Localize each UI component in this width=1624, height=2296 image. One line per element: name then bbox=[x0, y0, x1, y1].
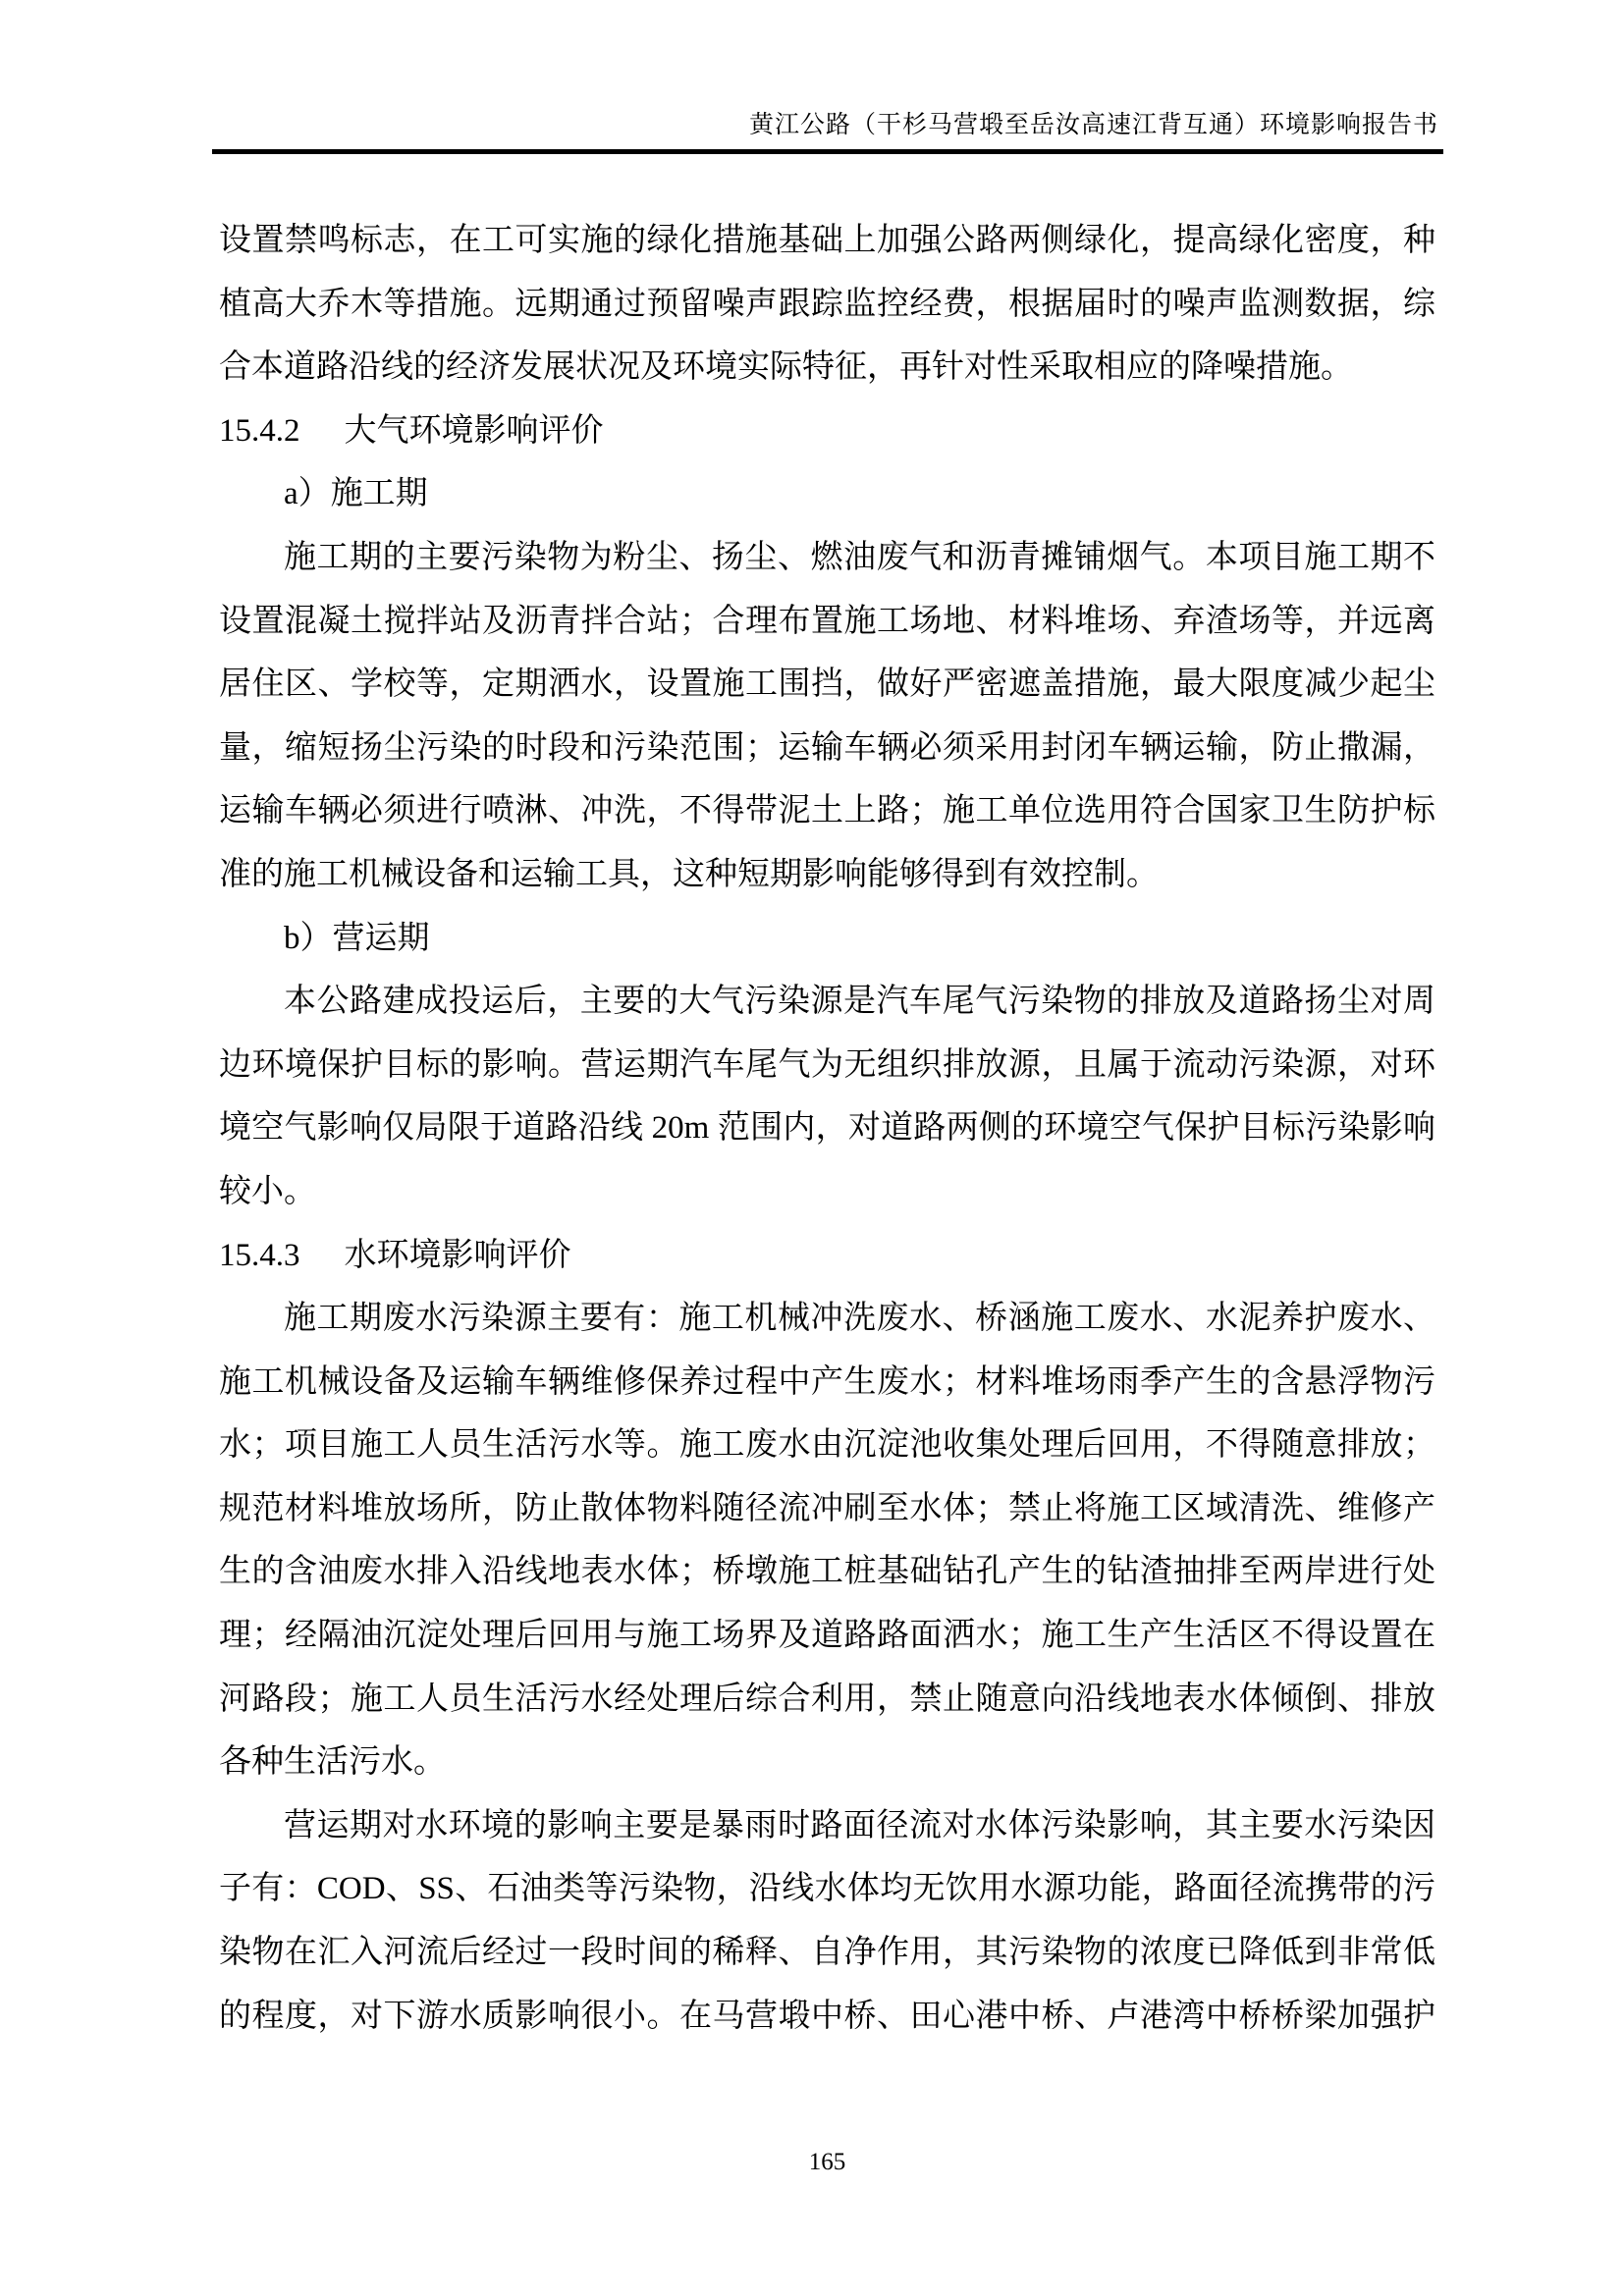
paragraph-line: 规范材料堆放场所，防止散体物料随径流冲刷至水体；禁止将施工区域清洗、维修产 bbox=[219, 1490, 1435, 1526]
paragraph-line: 设置混凝土搅拌站及沥青拌合站；合理布置施工场地、材料堆场、弃渣场等，并远离 bbox=[219, 603, 1435, 639]
document-content bbox=[219, 209, 1435, 2048]
paragraph-line: 运输车辆必须进行喷淋、冲洗，不得带泥土上路；施工单位选用符合国家卫生防护标 bbox=[219, 793, 1435, 829]
section-title: 大气环境影响评价 bbox=[344, 412, 604, 449]
paragraph-line: 居住区、学校等，定期洒水，设置施工围挡，做好严密遮盖措施，最大限度减少起尘 bbox=[219, 667, 1435, 703]
paragraph-line: 的程度，对下游水质影响很小。在马营塅中桥、田心港中桥、卢港湾中桥桥梁加强护 bbox=[219, 1998, 1435, 2034]
paragraph-line: 染物在汇入河流后经过一段时间的稀释、自净作用，其污染物的浓度已降低到非常低 bbox=[219, 1935, 1435, 1971]
paragraph-line: 子有：COD、SS、石油类等污染物，沿线水体均无饮用水源功能，路面径流携带的污 bbox=[219, 1871, 1435, 1907]
paragraph-line: 各种生活污水。 bbox=[219, 1744, 446, 1781]
paragraph-line: 合本道路沿线的经济发展状况及环境实际特征，再针对性采取相应的降噪措施。 bbox=[219, 349, 1353, 386]
list-heading: b）营运期 bbox=[284, 920, 430, 956]
section-title: 水环境影响评价 bbox=[344, 1237, 571, 1273]
page-number: 165 bbox=[808, 2149, 846, 2175]
paragraph-line: 边环境保护目标的影响。营运期汽车尾气为无组织排放源，且属于流动污染源，对环 bbox=[219, 1046, 1435, 1083]
section-heading bbox=[219, 400, 1435, 463]
paragraph-line: 施工机械设备及运输车辆维修保养过程中产生废水；材料堆场雨季产生的含悬浮物污 bbox=[219, 1363, 1435, 1400]
section-number: 15.4.3 bbox=[219, 1237, 300, 1273]
section-heading bbox=[219, 1224, 1435, 1288]
paragraph-line: 生的含油废水排入沿线地表水体；桥墩施工桩基础钻孔产生的钻渣抽排至两岸进行处 bbox=[219, 1554, 1435, 1590]
list-heading: a）施工期 bbox=[284, 476, 428, 512]
paragraph-line: 量，缩短扬尘污染的时段和污染范围；运输车辆必须采用封闭车辆运输，防止撒漏， bbox=[219, 729, 1435, 766]
paragraph-line: 境空气影响仅局限于道路沿线 20m 范围内，对道路两侧的环境空气保护目标污染影响 bbox=[219, 1110, 1435, 1147]
paragraph-line: 植高大乔木等措施。远期通过预留噪声跟踪监控经费，根据届时的噪声监测数据，综 bbox=[219, 286, 1435, 322]
paragraph-line: 营运期对水环境的影响主要是暴雨时路面径流对水体污染影响，其主要水污染因 bbox=[284, 1807, 1435, 1843]
paragraph-line: 本公路建成投运后，主要的大气污染源是汽车尾气污染物的排放及道路扬尘对周 bbox=[284, 984, 1435, 1020]
running-header-title: 黄江公路（干杉马营塅至岳汝高速江背互通）环境影响报告书 bbox=[748, 112, 1438, 138]
paragraph-line: 设置禁鸣标志，在工可实施的绿化措施基础上加强公路两侧绿化，提高绿化密度，种 bbox=[219, 223, 1435, 258]
paragraph-line: 准的施工机械设备和运输工具，这种短期影响能够得到有效控制。 bbox=[219, 856, 1159, 892]
paragraph-line: 理；经隔油沉淀处理后回用与施工场界及道路路面洒水；施工生产生活区不得设置在 bbox=[219, 1618, 1435, 1654]
section-number: 15.4.2 bbox=[219, 412, 300, 449]
paragraph-line: 施工期的主要污染物为粉尘、扬尘、燃油废气和沥青摊铺烟气。本项目施工期不 bbox=[284, 539, 1435, 575]
paragraph-line: 施工期废水污染源主要有：施工机械冲洗废水、桥涵施工废水、水泥养护废水、 bbox=[284, 1301, 1435, 1337]
paragraph-line: 河路段；施工人员生活污水经处理后综合利用，禁止随意向沿线地表水体倾倒、排放 bbox=[219, 1681, 1435, 1717]
paragraph-line: 水；项目施工人员生活污水等。施工废水由沉淀池收集处理后回用，不得随意排放； bbox=[219, 1427, 1435, 1464]
header-rule bbox=[212, 149, 1443, 154]
paragraph-line: 较小。 bbox=[219, 1173, 316, 1209]
